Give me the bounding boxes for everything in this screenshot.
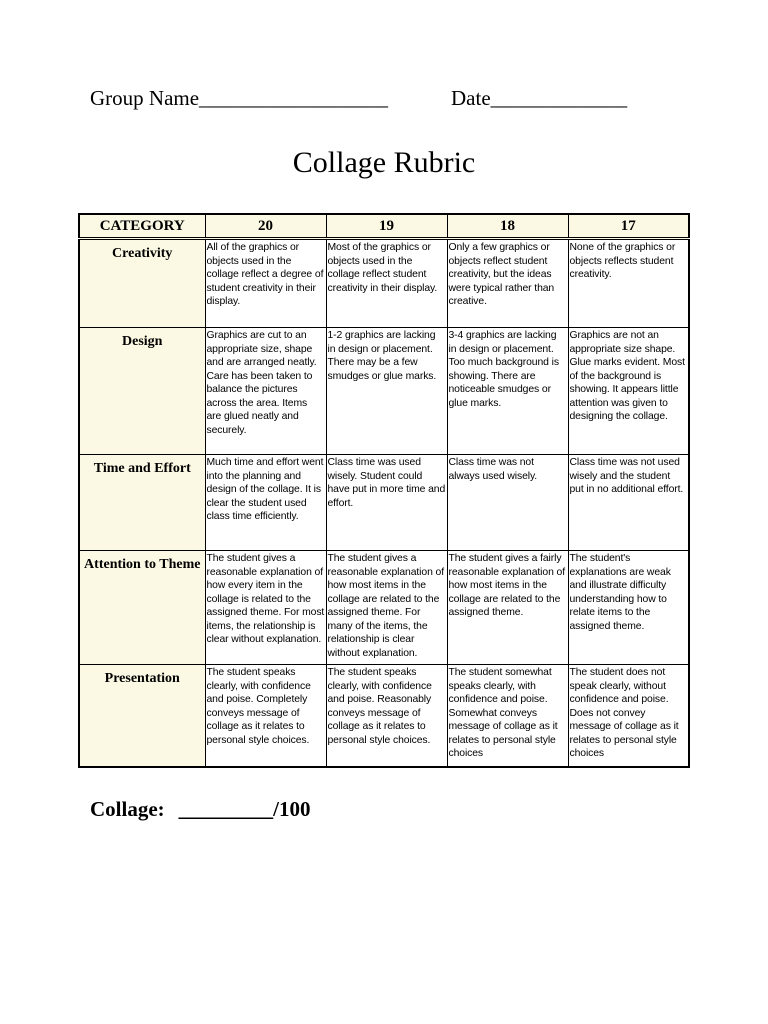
criteria-cell: The student does not speak clearly, without confidence and poise. Does not convey message of collage as it relates to personal style choices xyxy=(568,665,689,768)
category-cell: Presentation xyxy=(79,665,205,768)
criteria-cell: Class time was not always used wisely. xyxy=(447,455,568,551)
score-blank-field[interactable]: _________/100 xyxy=(178,797,311,821)
criteria-cell: Graphics are cut to an appropriate size, shape and are arranged neatly. Care has been taken to balance the pictures across the area. Items are glued neatly and securely. xyxy=(205,328,326,455)
criteria-cell: All of the graphics or objects used in the collage reflect a degree of student creativity in their display. xyxy=(205,239,326,328)
criteria-cell: The student's explanations are weak and illustrate difficulty understanding how to relate items to the assigned theme. xyxy=(568,551,689,665)
criteria-cell: Much time and effort went into the planning and design of the collage. It is clear the student used class time efficiently. xyxy=(205,455,326,551)
table-row xyxy=(79,665,689,768)
criteria-cell: 1-2 graphics are lacking in design or placement. There may be a few smudges or glue marks. xyxy=(326,328,447,455)
criteria-cell: The student gives a reasonable explanation of how every item in the collage is related to the assigned theme. For most items, the relationship is clear without explanation. xyxy=(205,551,326,665)
page-title: Collage Rubric xyxy=(292,146,476,179)
criteria-cell: Only a few graphics or objects reflect student creativity, but the ideas were typical rather than creative. xyxy=(447,239,568,328)
category-cell: Design xyxy=(79,328,205,455)
column-header-20: 20 xyxy=(205,214,326,239)
criteria-cell: The student speaks clearly, with confidence and poise. Reasonably conveys message of collage as it relates to personal style choices. xyxy=(326,665,447,768)
table-header-row xyxy=(79,214,689,239)
group-name-field[interactable]: Group Name__________________ xyxy=(90,86,389,110)
column-header-19: 19 xyxy=(326,214,447,239)
criteria-cell: The student gives a fairly reasonable explanation of how most items in the collage are related to the assigned theme. xyxy=(447,551,568,665)
header-line xyxy=(90,86,690,114)
criteria-cell: The student gives a reasonable explanation of how most items in the collage are related to the assigned theme. For many of the items, the relationship is clear without explanation. xyxy=(326,551,447,665)
table-row xyxy=(79,455,689,551)
criteria-cell: The student speaks clearly, with confidence and poise. Completely conveys message of collage as it relates to personal style choices. xyxy=(205,665,326,768)
criteria-cell: Class time was used wisely. Student could have put in more time and effort. xyxy=(326,455,447,551)
criteria-cell: Graphics are not an appropriate size shape. Glue marks evident. Most of the background is showing. It appears little attention was given to designing the collage. xyxy=(568,328,689,455)
table-row xyxy=(79,239,689,328)
column-header-category: CATEGORY xyxy=(79,214,205,239)
category-cell: Attention to Theme xyxy=(79,551,205,665)
category-cell: Creativity xyxy=(79,239,205,328)
criteria-cell: Class time was not used wisely and the student put in no additional effort. xyxy=(568,455,689,551)
collage-score-line xyxy=(90,797,311,822)
column-header-18: 18 xyxy=(447,214,568,239)
criteria-cell: The student somewhat speaks clearly, with confidence and poise. Somewhat conveys message of collage as it relates to personal style choices xyxy=(447,665,568,768)
date-field[interactable]: Date_____________ xyxy=(451,86,628,110)
table-row xyxy=(79,551,689,665)
criteria-cell: 3-4 graphics are lacking in design or placement. Too much background is showing. There are noticeable smudges or glue marks. xyxy=(447,328,568,455)
criteria-cell: None of the graphics or objects reflects student creativity. xyxy=(568,239,689,328)
rubric-table xyxy=(78,213,690,768)
category-cell: Time and Effort xyxy=(79,455,205,551)
score-label: Collage: xyxy=(90,797,165,821)
table-row xyxy=(79,328,689,455)
criteria-cell: Most of the graphics or objects used in the collage reflect student creativity in their display. xyxy=(326,239,447,328)
column-header-17: 17 xyxy=(568,214,689,239)
